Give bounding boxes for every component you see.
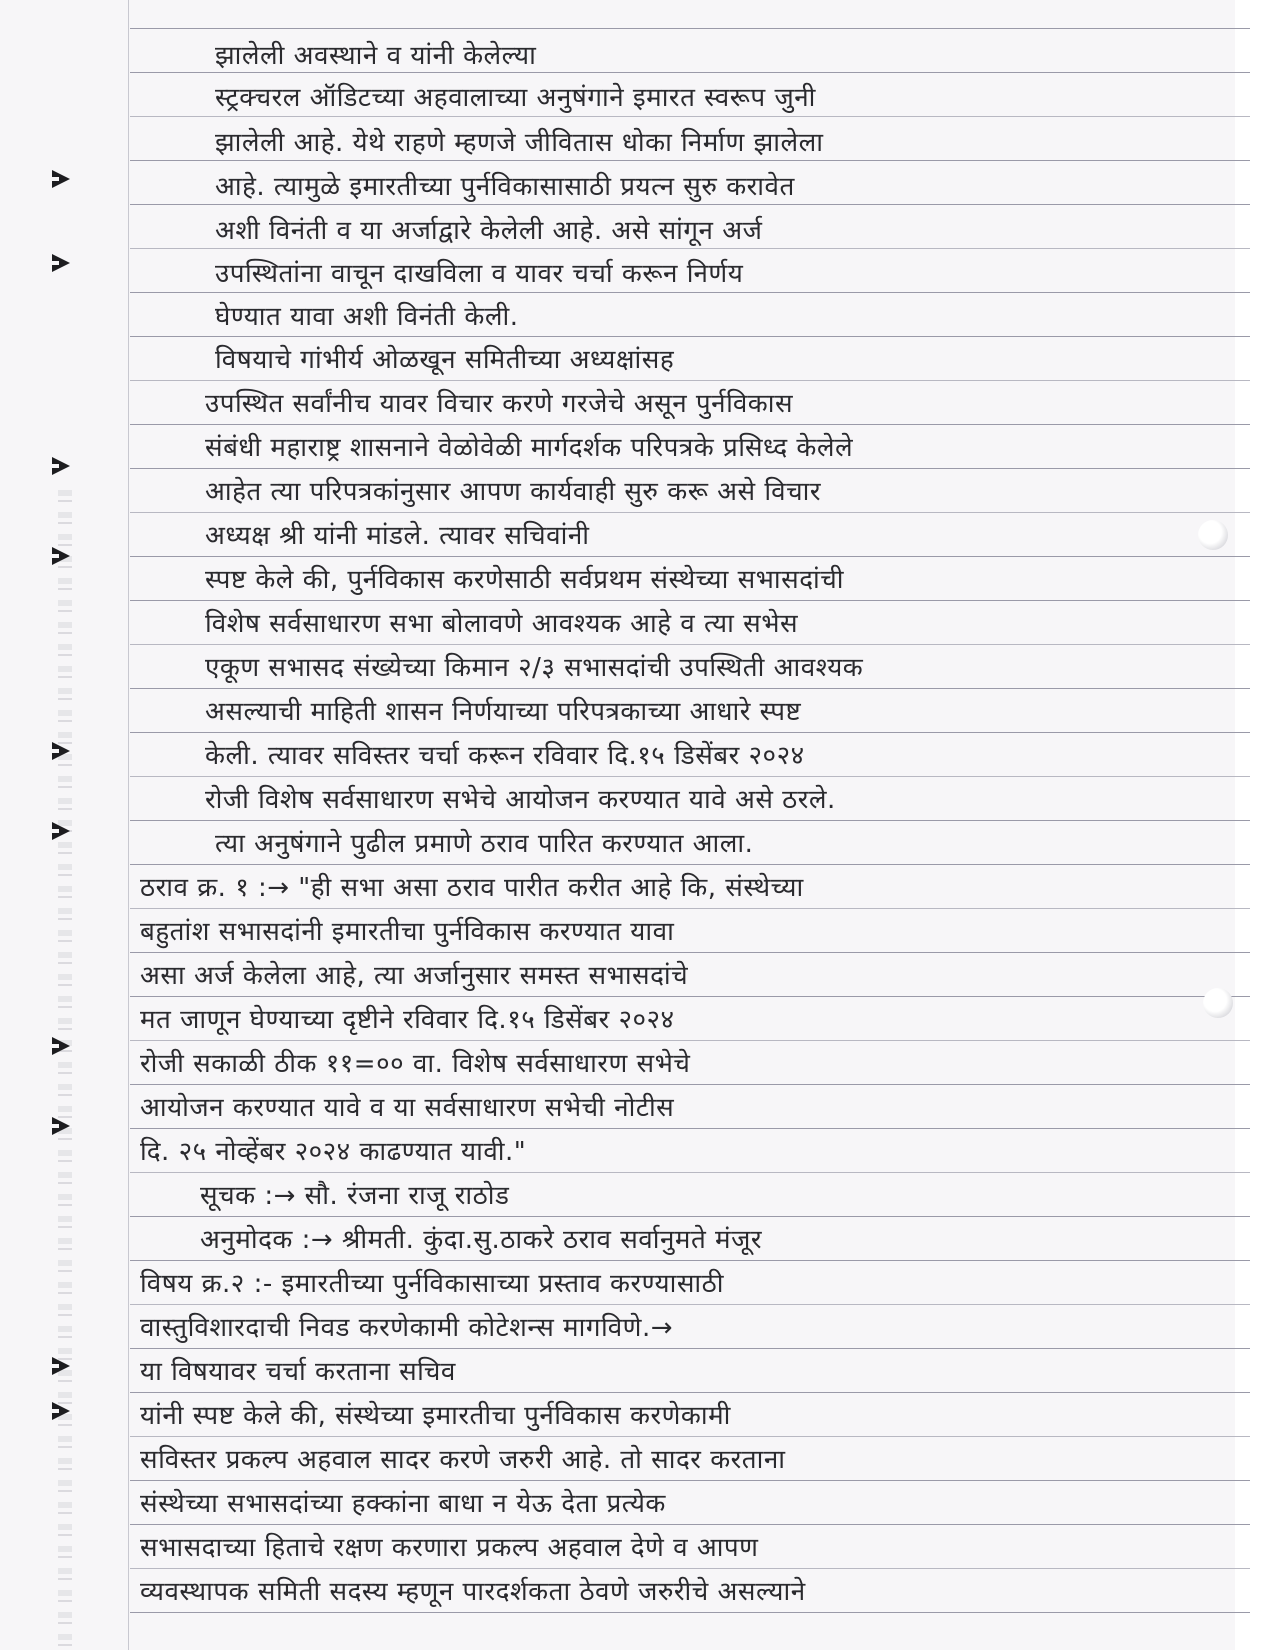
- ruled-line: [130, 644, 1250, 645]
- ruled-line: [130, 1436, 1250, 1437]
- text-line: संस्थेच्या सभासदांच्या हक्कांना बाधा न येऊ देता प्रत्येक: [140, 1489, 666, 1519]
- margin-arrow-icon: [50, 820, 72, 842]
- ruled-line: [130, 1568, 1250, 1569]
- text-line: वास्तुविशारदाची निवड करणेकामी कोटेशन्स मागविणे.→: [140, 1313, 674, 1343]
- text-line: असा अर्ज केलेला आहे, त्या अर्जानुसार समस्त सभासदांचे: [140, 961, 689, 991]
- ruled-line: [130, 952, 1250, 953]
- text-line: सविस्तर प्रकल्प अहवाल सादर करणे जरुरी आहे. तो सादर करताना: [140, 1445, 786, 1475]
- text-line: अध्यक्ष श्री यांनी मांडले. त्यावर सचिवांनी: [205, 521, 590, 551]
- margin-arrow-icon: [50, 1400, 72, 1422]
- text-line: सभासदाच्या हिताचे रक्षण करणारा प्रकल्प अहवाल देणे व आपण: [140, 1533, 759, 1563]
- text-line: झालेली अवस्थाने व यांनी केलेल्या: [215, 41, 537, 71]
- text-line: अनुमोदक :→ श्रीमती. कुंदा.सु.ठाकरे ठराव सर्वानुमते मंजूर: [200, 1225, 763, 1255]
- punch-hole: [1203, 988, 1233, 1018]
- ruled-line: [130, 1612, 1250, 1613]
- ruled-line: [130, 1216, 1250, 1217]
- text-line: असल्याची माहिती शासन निर्णयाच्या परिपत्रकाच्या आधारे स्पष्ट: [205, 697, 802, 727]
- text-line: बहुतांश सभासदांनी इमारतीचा पुर्नविकास करण्यात यावा: [140, 917, 675, 947]
- ruled-line: [130, 1304, 1250, 1305]
- ruled-line: [130, 28, 1250, 29]
- ruled-line: [130, 1480, 1250, 1481]
- ruled-line: [130, 380, 1250, 381]
- text-line: एकूण सभासद संख्येच्या किमान २/३ सभासदांची उपस्थिती आवश्यक: [205, 653, 864, 683]
- text-line: मत जाणून घेण्याच्या दृष्टीने रविवार दि.१५ डिसेंबर २०२४: [140, 1005, 675, 1035]
- scan-artifact-strip: [58, 490, 72, 1650]
- punch-hole: [1198, 520, 1228, 550]
- ruled-line: [130, 1392, 1250, 1393]
- ruled-line: [130, 776, 1250, 777]
- text-line: दि. २५ नोव्हेंबर २०२४ काढण्यात यावी.": [140, 1137, 527, 1167]
- ruled-line: [130, 1040, 1250, 1041]
- margin-arrow-icon: [50, 1115, 72, 1137]
- text-line: त्या अनुषंगाने पुढील प्रमाणे ठराव पारित करण्यात आला.: [215, 829, 754, 859]
- ruled-line: [130, 556, 1250, 557]
- text-line: यांनी स्पष्ट केले की, संस्थेच्या इमारतीचा पुर्नविकास करणेकामी: [140, 1401, 731, 1431]
- ruled-line: [130, 908, 1250, 909]
- margin-arrow-icon: [50, 168, 72, 190]
- text-line: सूचक :→ सौ. रंजना राजू राठोड: [200, 1181, 510, 1211]
- ruled-line: [130, 820, 1250, 821]
- ruled-line: [130, 996, 1250, 997]
- ruled-line: [130, 1084, 1250, 1085]
- ruled-line: [130, 160, 1250, 161]
- ruled-line: [130, 1348, 1250, 1349]
- ruled-line: [130, 248, 1250, 249]
- text-line: स्पष्ट केले की, पुर्नविकास करणेसाठी सर्वप्रथम संस्थेच्या सभासदांची: [205, 565, 845, 595]
- text-line: रोजी विशेष सर्वसाधारण सभेचे आयोजन करण्यात यावे असे ठरले.: [205, 785, 836, 815]
- margin-arrow-icon: [50, 740, 72, 762]
- text-line: रोजी सकाळी ठीक ११=०० वा. विशेष सर्वसाधारण सभेचे: [140, 1049, 691, 1079]
- margin-arrow-icon: [50, 455, 72, 477]
- text-line: अशी विनंती व या अर्जाद्वारे केलेली आहे. असे सांगून अर्ज: [215, 216, 763, 246]
- margin-line: [128, 0, 129, 1650]
- ruled-line: [130, 336, 1250, 337]
- text-line: विषयाचे गांभीर्य ओळखून समितीच्या अध्यक्षांसह: [215, 345, 675, 375]
- text-line: या विषयावर चर्चा करताना सचिव: [140, 1357, 456, 1387]
- ruled-line: [130, 864, 1250, 865]
- text-line: उपस्थित सर्वांनीच यावर विचार करणे गरजेचे असून पुर्नविकास: [205, 389, 794, 419]
- ruled-line: [130, 468, 1250, 469]
- ruled-line: [130, 1172, 1250, 1173]
- ruled-line: [130, 204, 1250, 205]
- text-line: उपस्थितांना वाचून दाखविला व यावर चर्चा करून निर्णय: [215, 259, 744, 289]
- margin-arrow-icon: [50, 1355, 72, 1377]
- ruled-line: [130, 424, 1250, 425]
- text-line: विषय क्र.२ :- इमारतीच्या पुर्नविकासाच्या प्रस्ताव करण्यासाठी: [140, 1269, 724, 1299]
- text-line: ठराव क्र. १ :→ "ही सभा असा ठराव पारीत करीत आहे कि, संस्थेच्या: [140, 873, 804, 903]
- ruled-line: [130, 116, 1250, 117]
- ruled-line: [130, 688, 1250, 689]
- ruled-line: [130, 1260, 1250, 1261]
- text-line: केली. त्यावर सविस्तर चर्चा करून रविवार दि.१५ डिसेंबर २०२४: [205, 741, 805, 771]
- ruled-line: [130, 1524, 1250, 1525]
- ruled-line: [130, 292, 1250, 293]
- text-line: संबंधी महाराष्ट्र शासनाने वेळोवेळी मार्गदर्शक परिपत्रके प्रसिध्द केलेले: [205, 433, 854, 463]
- text-line: आहे. त्यामुळे इमारतीच्या पुर्नविकासासाठी प्रयत्न सुरु करावेत: [215, 172, 795, 202]
- margin-arrow-icon: [50, 545, 72, 567]
- margin-arrow-icon: [50, 252, 72, 274]
- ruled-line: [130, 512, 1250, 513]
- ruled-line: [130, 72, 1250, 73]
- text-line: घेण्यात यावा अशी विनंती केली.: [215, 302, 519, 332]
- text-line: व्यवस्थापक समिती सदस्य म्हणून पारदर्शकता ठेवणे जरुरीचे असल्याने: [140, 1577, 806, 1607]
- text-line: विशेष सर्वसाधारण सभा बोलावणे आवश्यक आहे व त्या सभेस: [205, 609, 799, 639]
- text-line: झालेली आहे. येथे राहणे म्हणजे जीवितास धोका निर्माण झालेला: [215, 128, 824, 158]
- text-line: स्ट्रक्चरल ऑडिटच्या अहवालाच्या अनुषंगाने इमारत स्वरूप जुनी: [215, 83, 816, 113]
- text-line: आयोजन करण्यात यावे व या सर्वसाधारण सभेची नोटीस: [140, 1093, 675, 1123]
- margin-arrow-icon: [50, 1035, 72, 1057]
- ruled-line: [130, 732, 1250, 733]
- text-line: आहेत त्या परिपत्रकांनुसार आपण कार्यवाही सुरु करू असे विचार: [205, 477, 821, 507]
- ruled-line: [130, 600, 1250, 601]
- ruled-line: [130, 1128, 1250, 1129]
